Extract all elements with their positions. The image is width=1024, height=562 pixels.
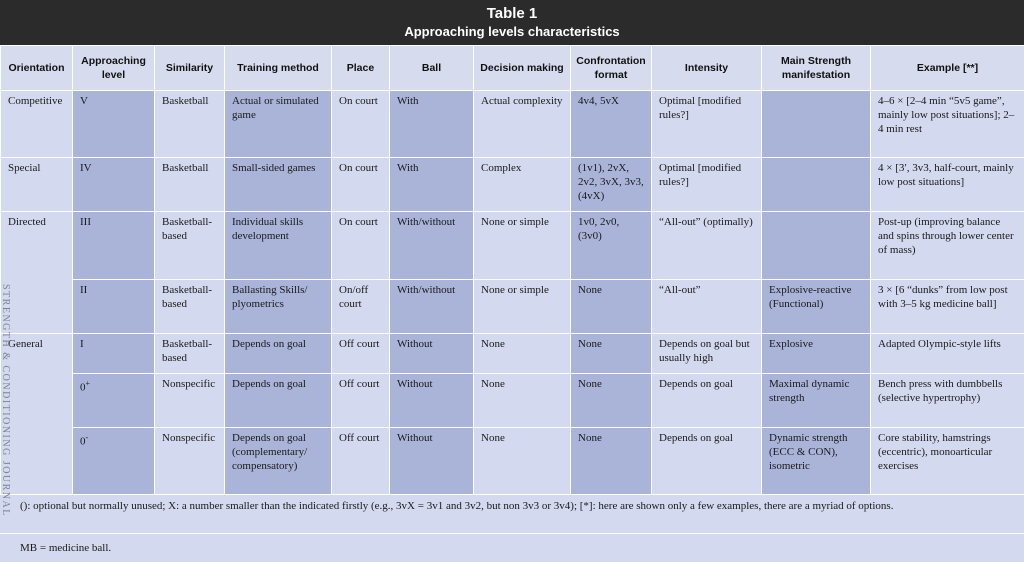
place-cell: On court <box>332 91 390 158</box>
similarity-cell: Basketball <box>155 158 225 212</box>
ball-cell: With <box>390 158 474 212</box>
header-main-strength: Main Strength manifestation <box>762 46 871 91</box>
ball-cell: Without <box>390 334 474 374</box>
format-cell: (1v1), 2vX, 2v2, 3vX, 3v3, (4vX) <box>571 158 652 212</box>
ball-cell: With/without <box>390 280 474 334</box>
strength-cell <box>762 91 871 158</box>
decision-cell: None <box>474 428 571 496</box>
intensity-cell: Optimal [modified rules?] <box>652 91 762 158</box>
level-cell: IV <box>73 158 155 212</box>
intensity-cell: “All-out” (optimally) <box>652 212 762 280</box>
ball-cell: Without <box>390 428 474 496</box>
table-subtitle: Approaching levels characteristics <box>0 23 1024 41</box>
similarity-cell: Basketball-based <box>155 280 225 334</box>
intensity-cell: Optimal [modified rules?] <box>652 158 762 212</box>
intensity-cell: Depends on goal but usually high <box>652 334 762 374</box>
level-cell: III <box>73 212 155 280</box>
place-cell: Off court <box>332 374 390 428</box>
header-similarity: Similarity <box>155 46 225 91</box>
method-cell: Depends on goal <box>225 334 332 374</box>
table-row <box>1 158 1024 212</box>
table-row <box>1 212 1024 280</box>
similarity-cell: Nonspecific <box>155 374 225 428</box>
header-orientation: Orientation <box>1 46 73 91</box>
level-superscript: - <box>86 433 89 442</box>
level-cell <box>73 428 155 496</box>
intensity-cell: Depends on goal <box>652 428 762 496</box>
format-cell: None <box>571 428 652 496</box>
orientation-cell: Special <box>1 158 73 212</box>
table-row <box>1 280 1024 334</box>
intensity-cell: “All-out” <box>652 280 762 334</box>
header-training-method: Training method <box>225 46 332 91</box>
table-title: Table 1 <box>0 0 1024 23</box>
abbreviation-text: MB = medicine ball. <box>0 534 1024 555</box>
similarity-cell: Basketball-based <box>155 334 225 374</box>
example-cell: 4–6 × [2–4 min “5v5 game”, mainly low post situations]; 2–4 min rest <box>871 91 1024 158</box>
header-row <box>1 46 1024 91</box>
strength-cell <box>762 212 871 280</box>
level-cell: I <box>73 334 155 374</box>
level-cell: V <box>73 91 155 158</box>
header-decision-making: Decision making <box>474 46 571 91</box>
ball-cell: Without <box>390 374 474 428</box>
example-cell: Post-up (improving balance and spins through lower center of mass) <box>871 212 1024 280</box>
header-approaching-level: Approaching level <box>73 46 155 91</box>
header-confrontation-format: Confrontation format <box>571 46 652 91</box>
approaching-levels-table <box>0 45 1024 496</box>
table-row <box>1 428 1024 496</box>
table-row <box>1 91 1024 158</box>
ball-cell: With/without <box>390 212 474 280</box>
method-cell: Ballasting Skills/ plyometrics <box>225 280 332 334</box>
method-cell: Small-sided games <box>225 158 332 212</box>
example-cell: Core stability, hamstrings (eccentric), monoarticular exercises <box>871 428 1024 496</box>
example-cell: 4 × [3′, 3v3, half-court, mainly low post situations] <box>871 158 1024 212</box>
journal-watermark <box>0 284 12 561</box>
ball-cell: With <box>390 91 474 158</box>
strength-cell: Explosive <box>762 334 871 374</box>
table-title-bar <box>0 0 1024 45</box>
decision-cell: None or simple <box>474 280 571 334</box>
strength-cell: Maximal dynamic strength <box>762 374 871 428</box>
strength-cell <box>762 158 871 212</box>
place-cell: On court <box>332 212 390 280</box>
table-row <box>1 334 1024 374</box>
footnote <box>0 494 1024 533</box>
footnote-text: (): optional but normally unused; X: a number smaller than the indicated firstly (e.g., 3vX = 3v1 and 3v2, but non 3v3 or 3v4); [*]: here are shown only a few examples, there are a myriad of options. <box>0 495 1024 513</box>
orientation-cell: Directed <box>1 212 73 334</box>
similarity-cell: Basketball <box>155 91 225 158</box>
decision-cell: Actual complexity <box>474 91 571 158</box>
level-cell <box>73 374 155 428</box>
decision-cell: None or simple <box>474 212 571 280</box>
level-value: 0 <box>80 382 86 394</box>
format-cell: None <box>571 334 652 374</box>
orientation-cell: Competitive <box>1 91 73 158</box>
abbreviation-note <box>0 533 1024 562</box>
level-superscript: + <box>86 379 91 388</box>
format-cell: 1v0, 2v0, (3v0) <box>571 212 652 280</box>
watermark-text: STRENGTH & CONDITIONING JOURNAL <box>0 284 11 561</box>
strength-cell: Dynamic strength (ECC & CON), isometric <box>762 428 871 496</box>
example-cell: Adapted Olympic-style lifts <box>871 334 1024 374</box>
place-cell: On/off court <box>332 280 390 334</box>
level-cell: II <box>73 280 155 334</box>
level-value: 0 <box>80 436 86 448</box>
method-cell: Depends on goal (complementary/ compensatory) <box>225 428 332 496</box>
orientation-cell: General <box>1 334 73 496</box>
format-cell: None <box>571 374 652 428</box>
place-cell: On court <box>332 158 390 212</box>
decision-cell: Complex <box>474 158 571 212</box>
header-place: Place <box>332 46 390 91</box>
strength-cell: Explosive-reactive (Functional) <box>762 280 871 334</box>
place-cell: Off court <box>332 428 390 496</box>
method-cell: Actual or simulated game <box>225 91 332 158</box>
format-cell: None <box>571 280 652 334</box>
header-intensity: Intensity <box>652 46 762 91</box>
decision-cell: None <box>474 334 571 374</box>
table-row <box>1 374 1024 428</box>
similarity-cell: Basketball-based <box>155 212 225 280</box>
method-cell: Individual skills development <box>225 212 332 280</box>
decision-cell: None <box>474 374 571 428</box>
example-cell: Bench press with dumbbells (selective hypertrophy) <box>871 374 1024 428</box>
similarity-cell: Nonspecific <box>155 428 225 496</box>
intensity-cell: Depends on goal <box>652 374 762 428</box>
example-cell: 3 × [6 “dunks” from low post with 3–5 kg medicine ball] <box>871 280 1024 334</box>
header-example: Example [**] <box>871 46 1024 91</box>
place-cell: Off court <box>332 334 390 374</box>
format-cell: 4v4, 5vX <box>571 91 652 158</box>
header-ball: Ball <box>390 46 474 91</box>
method-cell: Depends on goal <box>225 374 332 428</box>
